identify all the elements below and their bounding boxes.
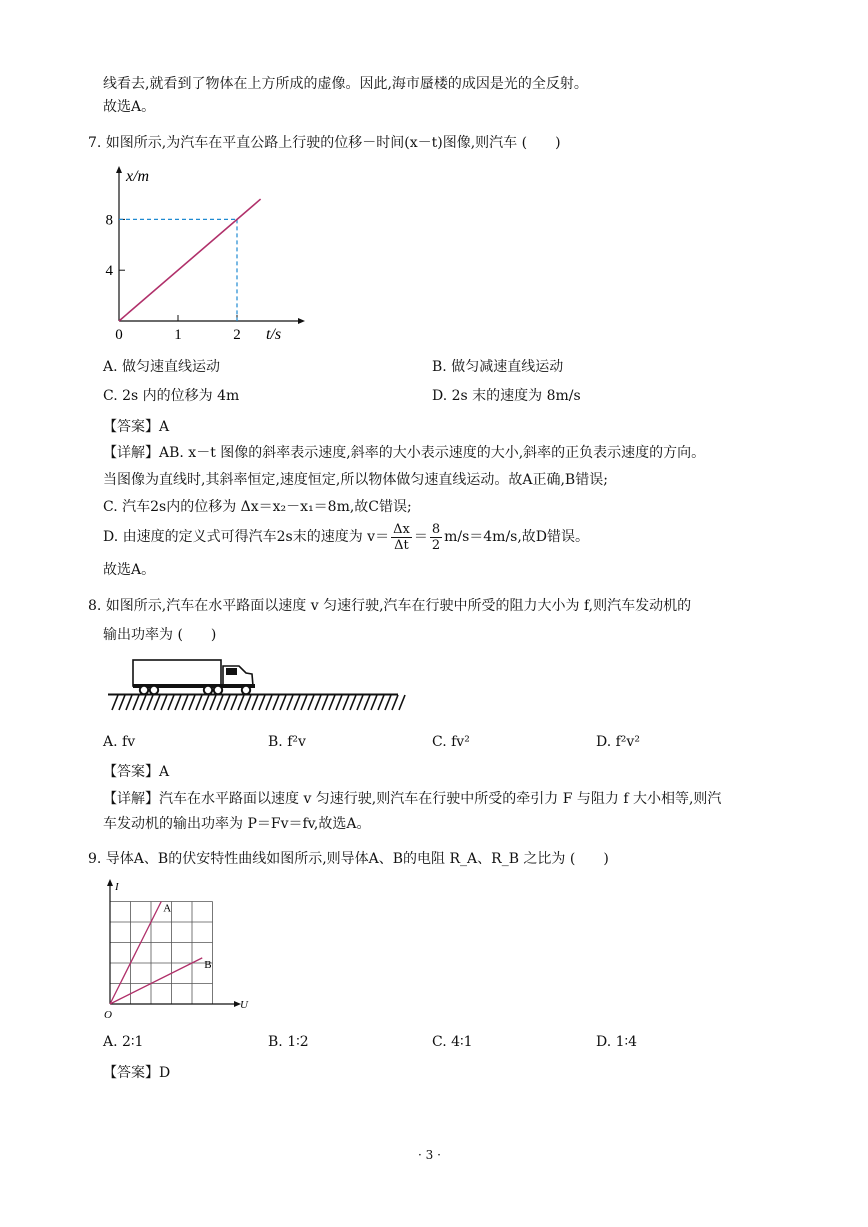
ground-hatch-line: [175, 695, 181, 710]
q9-iu-graph: [100, 878, 260, 1021]
fraction-denominator: Δt: [394, 537, 409, 553]
ground-hatch-line: [154, 695, 160, 710]
ground-hatch-line: [140, 695, 146, 710]
x-tick-label: 2: [233, 327, 241, 343]
q9-option-c: C. 4∶1: [432, 1034, 473, 1050]
q7-stem: 7. 如图所示,为汽车在平直公路上行驶的位移－时间(x－t)图像,则汽车 ( ): [88, 135, 561, 151]
ground-hatch-line: [301, 695, 307, 710]
q7-detail-4: [103, 520, 589, 554]
q7-detail-2: 当图像为直线时,其斜率恒定,速度恒定,所以物体做匀速直线运动。故A正确,B错误;: [103, 472, 608, 488]
ground-hatch-line: [245, 695, 251, 710]
value-fraction: [430, 522, 442, 553]
q7-conclusion: 故选A。: [103, 562, 156, 578]
q7-option-d: D. 2s 末的速度为 8m/s: [432, 388, 581, 404]
q8-detail-1: 【详解】汽车在水平路面以速度 v 匀速行驶,则汽车在行驶中所受的牵引力 F 与阻力 f 大小相等,则汽: [103, 791, 722, 807]
ground-hatch-line: [168, 695, 174, 710]
q8-stem-2: 输出功率为 ( ): [103, 627, 217, 643]
ground-hatch-line: [329, 695, 335, 710]
ground-hatch-line: [182, 695, 188, 710]
top-line-2: 故选A。: [103, 99, 156, 115]
ground-hatch-line: [112, 695, 118, 710]
y-axis-label: x/m: [126, 168, 150, 185]
ground-hatch-line: [126, 695, 132, 710]
fraction-numerator: 8: [431, 521, 441, 537]
q7-answer: 【答案】A: [103, 419, 170, 435]
ground-hatch-line: [266, 695, 272, 710]
ground-hatch-line: [287, 695, 293, 710]
ground-hatch-line: [294, 695, 300, 710]
ground-hatch-line: [343, 695, 349, 710]
ground-hatch-line: [350, 695, 356, 710]
q9-answer: 【答案】D: [103, 1065, 171, 1081]
ground-hatch-line: [392, 695, 398, 710]
q7-detail-4-pre: D. 由速度的定义式可得汽车2s末的速度为 v＝: [103, 529, 390, 545]
q8-option-c: C. fv²: [432, 734, 470, 750]
y-axis-arrow: [116, 166, 122, 173]
ground-hatch-line: [252, 695, 258, 710]
top-line-1: 线看去,就看到了物体在上方所成的虚像。因此,海市蜃楼的成因是光的全反射。: [103, 76, 588, 92]
q7-xt-graph: [100, 165, 310, 345]
q8-answer: 【答案】A: [103, 764, 170, 780]
q8-option-d: D. f²v²: [596, 734, 640, 750]
ground-hatch-line: [399, 695, 405, 710]
series-label-a: A: [163, 902, 172, 915]
ground-hatch-line: [217, 695, 223, 710]
q9-option-d: D. 1∶4: [596, 1034, 638, 1050]
ground-hatch-line: [196, 695, 202, 710]
ground-hatch-line: [210, 695, 216, 710]
q7-option-a: A. 做匀速直线运动: [103, 359, 221, 375]
ground-hatch-line: [371, 695, 377, 710]
velocity-fraction: [391, 522, 412, 553]
ground-hatch-line: [385, 695, 391, 710]
x-axis-arrow: [298, 318, 305, 324]
ground-hatch-line: [224, 695, 230, 710]
ground-hatch-line: [315, 695, 321, 710]
ground-hatch-line: [203, 695, 209, 710]
series-line-b: [110, 958, 202, 1004]
ground-hatch-line: [259, 695, 265, 710]
ground-hatch-line: [119, 695, 125, 710]
q7-option-b: B. 做匀减速直线运动: [432, 359, 564, 375]
ground-hatch-line: [378, 695, 384, 710]
q9-option-b: B. 1∶2: [268, 1034, 309, 1050]
ground-hatch-line: [273, 695, 279, 710]
ground-hatch-line: [357, 695, 363, 710]
q8-stem-1: 8. 如图所示,汽车在水平路面以速度 v 匀速行驶,汽车在行驶中所受的阻力大小为 f,则汽车发动机的: [88, 598, 692, 614]
page-number: · 3 ·: [418, 1148, 441, 1162]
q7-detail-1: 【详解】AB. x－t 图像的斜率表示速度,斜率的大小表示速度的大小,斜率的正负表示速度的方向。: [103, 445, 706, 461]
ground-hatch-line: [147, 695, 153, 710]
x-tick-label: 0: [115, 327, 123, 343]
q7-option-c: C. 2s 内的位移为 4m: [103, 388, 240, 404]
y-tick-label: 4: [105, 263, 113, 280]
series-line-a: [110, 902, 161, 1005]
ground-hatch-line: [189, 695, 195, 710]
series-line: [119, 199, 261, 321]
q8-option-a: A. fv: [103, 734, 136, 750]
ground-hatch-line: [336, 695, 342, 710]
ground-hatch-line: [280, 695, 286, 710]
truck-illustration: [100, 655, 410, 715]
x-axis-label: U: [240, 999, 248, 1011]
x-tick-label: 1: [174, 327, 182, 343]
fraction-numerator: Δx: [393, 521, 410, 537]
y-axis-arrow: [107, 879, 113, 886]
ground-hatch-line: [161, 695, 167, 710]
ground-hatch-line: [308, 695, 314, 710]
y-axis-label: I: [115, 881, 119, 893]
y-tick-label: 8: [105, 212, 113, 229]
ground-hatch-line: [238, 695, 244, 710]
q9-stem: 9. 导体A、B的伏安特性曲线如图所示,则导体A、B的电阻 R_A、R_B 之比为 ( ): [88, 851, 609, 867]
equals-sign: ＝: [413, 529, 428, 545]
ground-hatch-line: [364, 695, 370, 710]
series-label-b: B: [204, 958, 212, 971]
x-axis-label: t/s: [266, 326, 282, 343]
fraction-denominator: 2: [431, 537, 441, 553]
ground-hatch-line: [231, 695, 237, 710]
ground-hatch-line: [322, 695, 328, 710]
q8-option-b: B. f²v: [268, 734, 306, 750]
ground-hatch-line: [133, 695, 139, 710]
q8-detail-2: 车发动机的输出功率为 P＝Fv＝fv,故选A。: [103, 816, 371, 832]
q7-detail-3: C. 汽车2s内的位移为 Δx＝x₂－x₁＝8m,故C错误;: [103, 499, 412, 515]
origin-label: O: [104, 1009, 112, 1021]
q7-detail-4-post: m/s＝4m/s,故D错误。: [444, 529, 590, 545]
q9-option-a: A. 2∶1: [103, 1034, 144, 1050]
